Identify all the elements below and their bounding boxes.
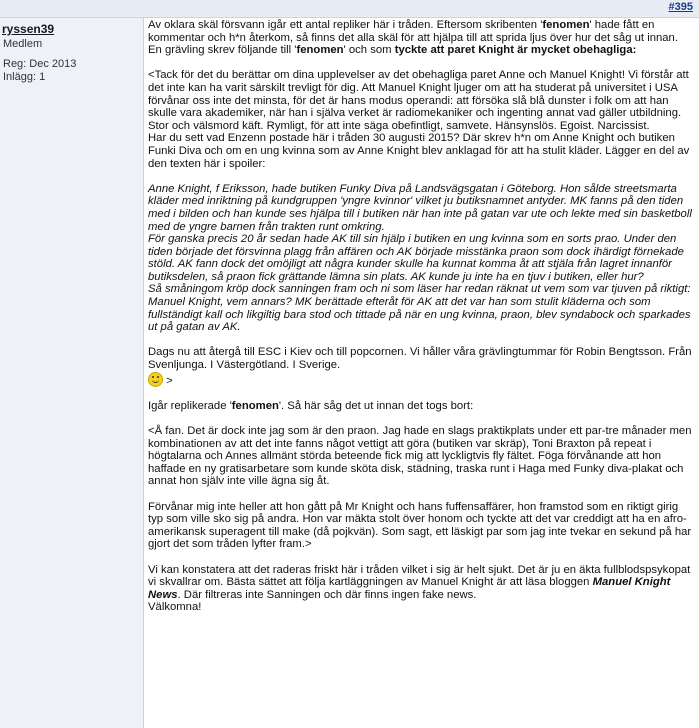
quote-paragraph: <Tack för det du berättar om dina upplevelser av det obehagliga paret Anne och Manuel Knight! Vi förstår att det inte kan ha varit särskilt trevligt för dig. Att Manuel Knight ljuger om att ha studerat på universitet i USA förvånar oss inte det minsta, för det är hans modus operandi: att försöka slå blå dunster i folk om att han skulle vara akademiker, när han i själva verket är radiomekaniker och ingenting annat vad gäller utbildning. Stor och välsmord käft. Rymligt, för att inte säga obefintligt, samvete. Hänsynslös. Egoist. Narcissist. Har du sett vad Enzenn postade här i tråden 30 augusti 2015? Där skrev h*n om Anne Knight och butiken Funki Diva och om en ung kvinna som av Anne Knight blev anklagad för att ha stulit kläder. Lägger en del av den texten här i spoiler: xyxy=(148,69,690,170)
quote-paragraph: <Å fan. Det är dock inte jag som är den praon. Jag hade en slags praktikplats under ett par-tre månader men kombinationen av att det inte fanns något vettigt att göra (butiken var skräp), Toni Braxton på repeat i högtalarna och Annes allmänt störda beteende fick mig att lyckligtvis fly fältet. Föga förvånande att hon haffade en ny gratisarbetare som kunde sköta disk, städning, traska runt i Haga med Funky diva-plakat och annat hon själv inte ville ägna sig åt. xyxy=(148,425,692,488)
user-panel xyxy=(0,18,144,728)
user-post-count: Inlägg: 1 xyxy=(3,71,46,83)
post-number xyxy=(669,1,693,13)
post-paragraph: Vi kan konstatera att det raderas friskt här i tråden vilket i sig är helt sjukt. Det är ju en äkta fullblodspsykopat vi skvallrar om. Bästa sättet att följa kartläggningen av Manuel Knight är att läsa bloggen Manuel Knight News. Där filtreras inte Sanningen och där finns ingen fake news. xyxy=(148,563,691,601)
post-paragraph: Dags nu att återgå till ESC i Kiev och till popcornen. Vi håller våra grävlingtummar för Robin Bengtsson. Från Svenljunga. I Västergötland. I Sverige. xyxy=(148,346,692,372)
post-paragraph: Välkomna! xyxy=(148,601,202,614)
post-header-bar xyxy=(0,0,699,18)
smiley-icon xyxy=(148,372,163,387)
user-rank: Medlem xyxy=(3,38,43,50)
post-paragraph: Av oklara skäl försvann igår ett antal repliker här i tråden. Eftersom skribenten 'fenomen' hade fått en kommentar och h*n återkom, så finns det alla skäl för att hjälpa till att sprida ljus över hur det såg ut innan. xyxy=(148,19,678,44)
username-link[interactable]: ryssen39 xyxy=(2,22,55,36)
post-paragraph: Igår replikerade 'fenomen'. Så här såg det ut innan det togs bort: xyxy=(148,399,474,412)
quote-paragraph: Förvånar mig inte heller att hon gått på Mr Knight och hans fuffensaffärer, hon framstod som en riktigt girig typ som ville sko sig på andra. Hon var mäkta stolt över honom och tyckte att det var creddigt att ha en afro-amerikansk superagent till make (då pojkvän). Som sagt, ett läskigt par som jag inte tvekar en sekund på har gjort det som tråden lyfter fram.> xyxy=(148,500,692,551)
post-paragraph: En grävling skrev följande till 'fenomen' och som tyckte att paret Knight är mycket obehagliga: xyxy=(148,44,637,57)
user-registration: Reg: Dec 2013 xyxy=(3,58,77,70)
post-body xyxy=(148,19,693,614)
spoiler-text: Anne Knight, f Eriksson, hade butiken Funky Diva på Landsvägsgatan i Göteborg. Hon sålde streetsmarta kläder med inriktning på kundgruppen 'yngre kvinnor' vilket ju butiksnamnet antyder. MK fanns på den tiden med i bilden och han kunde ses hjälpa till i butiken när han inte på gatan var ute och lekte med sin basketboll med de yngre barnen från trakten runt omkring. För ganska precis 20 år sedan hade AK till sin hjälp i butiken en ung kvinna som en sorts prao. Under den tiden började det försvinna plagg från affären och AK började misstänka praon som dock ihärdigt förnekade stöld. AK fann dock det omöjligt att några kunder skulle ha kunnat komma åt att stjäla från lagret innanför butiksdelen, så praon fick grättande lämna sin plats. AK kunde ju inte ha en tjuv i butiken, eller hur? Så småningom kröp dock sanningen fram och ni som läser har redan räknat ut vem som var tjuven på riktigt: Manuel Knight, vem annars? MK berättade efteråt för AK att det var han som stulit kläderna och som fullständigt kall och likgiltig bara stod och tittade på när en ung kvinna, praon, blev syndabock och sparkades ut på gatan av AK. xyxy=(148,182,692,334)
smiley-line: > xyxy=(148,372,693,388)
post-number-link[interactable]: #395 xyxy=(668,1,693,13)
